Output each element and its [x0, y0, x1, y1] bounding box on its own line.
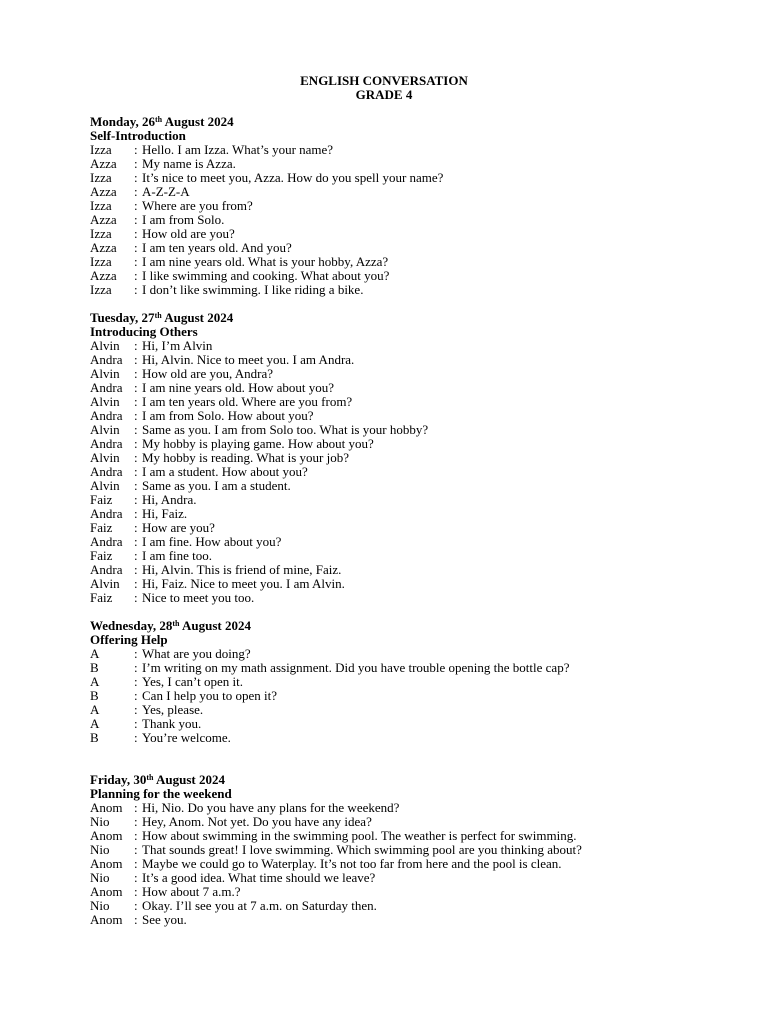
- utterance-text: Hi, I’m Alvin: [142, 338, 213, 353]
- speaker-separator: :: [134, 674, 138, 689]
- speaker-name: Andra: [90, 562, 123, 577]
- speaker-separator: :: [134, 870, 138, 885]
- utterance-text: I am ten years old. And you?: [142, 240, 292, 255]
- date-month-year: August 2024: [153, 772, 225, 787]
- utterance-text: Hi, Faiz. Nice to meet you. I am Alvin.: [142, 576, 345, 591]
- utterance-text: I am fine. How about you?: [142, 534, 282, 549]
- utterance-text: I am from Solo.: [142, 212, 225, 227]
- dialogue-line: [90, 227, 730, 241]
- dialogue-line: [90, 829, 730, 843]
- utterance-text: It’s a good idea. What time should we leave?: [142, 870, 376, 885]
- speaker-separator: :: [134, 436, 138, 451]
- speaker-separator: :: [134, 548, 138, 563]
- dialogue-line: [90, 409, 730, 423]
- dialogue-line: [90, 703, 730, 717]
- speaker-name: Azza: [90, 156, 117, 171]
- date-ordinal: th: [146, 773, 154, 782]
- speaker-separator: :: [134, 478, 138, 493]
- speaker-name: Izza: [90, 198, 112, 213]
- speaker-name: Nio: [90, 814, 110, 829]
- utterance-text: See you.: [142, 912, 187, 927]
- speaker-name: Faiz: [90, 548, 113, 563]
- dialogue-line: [90, 801, 730, 815]
- utterance-text: Hi, Nio. Do you have any plans for the weekend?: [142, 800, 400, 815]
- utterance-text: I am ten years old. Where are you from?: [142, 394, 353, 409]
- speaker-name: Alvin: [90, 576, 120, 591]
- speaker-name: Andra: [90, 506, 123, 521]
- utterance-text: How are you?: [142, 520, 215, 535]
- utterance-text: Same as you. I am a student.: [142, 478, 291, 493]
- utterance-text: How old are you?: [142, 226, 235, 241]
- speaker-name: Izza: [90, 226, 112, 241]
- utterance-text: Hi, Andra.: [142, 492, 197, 507]
- dialogue-line: [90, 479, 730, 493]
- speaker-name: Azza: [90, 184, 117, 199]
- utterance-text: Maybe we could go to Waterplay. It’s not too far from here and the pool is clean.: [142, 856, 562, 871]
- speaker-name: Azza: [90, 268, 117, 283]
- utterance-text: I am fine too.: [142, 548, 213, 563]
- speaker-name: Alvin: [90, 450, 120, 465]
- speaker-name: Nio: [90, 898, 110, 913]
- utterance-text: A-Z-Z-A: [142, 184, 190, 199]
- utterance-text: Hi, Alvin. This is friend of mine, Faiz.: [142, 562, 342, 577]
- dialogue-line: [90, 507, 730, 521]
- speaker-name: Alvin: [90, 394, 120, 409]
- speaker-name: Azza: [90, 240, 117, 255]
- speaker-separator: :: [134, 282, 138, 297]
- dialogue-line: [90, 843, 730, 857]
- dialogue-line: [90, 871, 730, 885]
- utterance-text: You’re welcome.: [142, 730, 231, 745]
- date-weekday-day: Monday, 26: [90, 114, 156, 129]
- speaker-separator: :: [134, 646, 138, 661]
- utterance-text: How about 7 a.m.?: [142, 884, 241, 899]
- speaker-separator: :: [134, 226, 138, 241]
- utterance-text: I am from Solo. How about you?: [142, 408, 314, 423]
- speaker-separator: :: [134, 520, 138, 535]
- speaker-separator: :: [134, 688, 138, 703]
- speaker-name: A: [90, 702, 100, 717]
- utterance-text: I am a student. How about you?: [142, 464, 308, 479]
- utterance-text: Hi, Faiz.: [142, 506, 188, 521]
- speaker-separator: :: [134, 380, 138, 395]
- dialogue-line: [90, 465, 730, 479]
- utterance-text: Thank you.: [142, 716, 202, 731]
- speaker-name: Faiz: [90, 590, 113, 605]
- speaker-separator: :: [134, 590, 138, 605]
- speaker-name: Andra: [90, 534, 123, 549]
- dialogue-line: [90, 171, 730, 185]
- speaker-name: A: [90, 646, 100, 661]
- date-ordinal: th: [155, 115, 163, 124]
- dialogue-line: [90, 661, 730, 675]
- speaker-name: Izza: [90, 142, 112, 157]
- dialogue-line: [90, 451, 730, 465]
- section-date: [90, 619, 730, 633]
- speaker-separator: :: [134, 912, 138, 927]
- speaker-name: A: [90, 716, 100, 731]
- speaker-separator: :: [134, 730, 138, 745]
- speaker-name: Alvin: [90, 338, 120, 353]
- date-month-year: August 2024: [161, 310, 234, 325]
- dialogue-line: [90, 353, 730, 367]
- speaker-name: Anom: [90, 912, 123, 927]
- dialogue-line: [90, 493, 730, 507]
- speaker-separator: :: [134, 716, 138, 731]
- dialogue-line: [90, 241, 730, 255]
- utterance-text: Can I help you to open it?: [142, 688, 278, 703]
- speaker-name: Andra: [90, 436, 123, 451]
- speaker-separator: :: [134, 170, 138, 185]
- conversation-section: [90, 115, 730, 297]
- utterance-text: I’m writing on my math assignment. Did you have trouble opening the bottle cap?: [142, 660, 570, 675]
- speaker-separator: :: [134, 492, 138, 507]
- speaker-separator: :: [134, 184, 138, 199]
- date-weekday-day: Wednesday, 28: [90, 618, 173, 633]
- speaker-separator: :: [134, 254, 138, 269]
- speaker-name: Alvin: [90, 478, 120, 493]
- speaker-separator: :: [134, 464, 138, 479]
- speaker-name: Nio: [90, 842, 110, 857]
- speaker-name: B: [90, 730, 99, 745]
- speaker-separator: :: [134, 352, 138, 367]
- utterance-text: Yes, please.: [142, 702, 204, 717]
- document-grade: GRADE 4: [355, 87, 413, 102]
- speaker-separator: :: [134, 338, 138, 353]
- dialogue-line: [90, 269, 730, 283]
- dialogue-line: [90, 857, 730, 871]
- date-weekday-day: Friday, 30: [90, 772, 147, 787]
- dialogue-line: [90, 647, 730, 661]
- speaker-separator: :: [134, 142, 138, 157]
- date-weekday-day: Tuesday, 27: [90, 310, 155, 325]
- dialogue-line: [90, 199, 730, 213]
- speaker-separator: :: [134, 268, 138, 283]
- date-month-year: August 2024: [162, 114, 234, 129]
- speaker-separator: :: [134, 534, 138, 549]
- utterance-text: My hobby is reading. What is your job?: [142, 450, 350, 465]
- speaker-name: Azza: [90, 212, 117, 227]
- dialogue-line: [90, 395, 730, 409]
- utterance-text: Okay. I’ll see you at 7 a.m. on Saturday then.: [142, 898, 377, 913]
- speaker-name: Andra: [90, 464, 123, 479]
- utterance-text: I am nine years old. How about you?: [142, 380, 335, 395]
- speaker-name: Izza: [90, 170, 112, 185]
- speaker-separator: :: [134, 450, 138, 465]
- date-ordinal: th: [172, 619, 180, 628]
- section-topic: Offering Help: [90, 632, 168, 647]
- dialogue-line: [90, 815, 730, 829]
- speaker-name: Anom: [90, 884, 123, 899]
- dialogue-line: [90, 675, 730, 689]
- utterance-text: How about swimming in the swimming pool. The weather is perfect for swimming.: [142, 828, 577, 843]
- speaker-name: Anom: [90, 856, 123, 871]
- speaker-name: Andra: [90, 380, 123, 395]
- speaker-separator: :: [134, 394, 138, 409]
- date-ordinal: th: [154, 311, 162, 320]
- dialogue-line: [90, 283, 730, 297]
- dialogue-line: [90, 899, 730, 913]
- speaker-separator: :: [134, 240, 138, 255]
- utterance-text: How old are you, Andra?: [142, 366, 274, 381]
- section-topic: Self-Introduction: [90, 128, 186, 143]
- utterance-text: I like swimming and cooking. What about you?: [142, 268, 390, 283]
- dialogue-line: [90, 885, 730, 899]
- speaker-separator: :: [134, 506, 138, 521]
- speaker-name: Nio: [90, 870, 110, 885]
- speaker-name: Alvin: [90, 366, 120, 381]
- dialogue-line: [90, 339, 730, 353]
- section-topic: Introducing Others: [90, 324, 198, 339]
- utterance-text: Nice to meet you too.: [142, 590, 255, 605]
- utterance-text: My hobby is playing game. How about you?: [142, 436, 374, 451]
- dialogue-line: [90, 731, 730, 745]
- speaker-separator: :: [134, 660, 138, 675]
- speaker-separator: :: [134, 898, 138, 913]
- section-date: [90, 311, 730, 325]
- speaker-separator: :: [134, 408, 138, 423]
- document-title: ENGLISH CONVERSATION: [300, 73, 468, 88]
- date-month-year: August 2024: [179, 618, 252, 633]
- speaker-separator: :: [134, 800, 138, 815]
- dialogue-line: [90, 213, 730, 227]
- utterance-text: Yes, I can’t open it.: [142, 674, 243, 689]
- speaker-separator: :: [134, 884, 138, 899]
- speaker-name: A: [90, 674, 100, 689]
- dialogue-line: [90, 521, 730, 535]
- speaker-name: B: [90, 660, 99, 675]
- speaker-name: Andra: [90, 408, 123, 423]
- dialogue-line: [90, 381, 730, 395]
- conversation-section: [90, 773, 730, 927]
- speaker-separator: :: [134, 576, 138, 591]
- dialogue-line: [90, 591, 730, 605]
- utterance-text: What are you doing?: [142, 646, 251, 661]
- utterance-text: That sounds great! I love swimming. Which swimming pool are you thinking about?: [142, 842, 582, 857]
- utterance-text: Hi, Alvin. Nice to meet you. I am Andra.: [142, 352, 355, 367]
- conversation-list: [90, 115, 730, 927]
- dialogue-line: [90, 437, 730, 451]
- dialogue-line: [90, 143, 730, 157]
- speaker-separator: :: [134, 814, 138, 829]
- dialogue-line: [90, 563, 730, 577]
- utterance-text: I don’t like swimming. I like riding a bike.: [142, 282, 364, 297]
- speaker-separator: :: [134, 842, 138, 857]
- speaker-name: B: [90, 688, 99, 703]
- speaker-name: Izza: [90, 254, 112, 269]
- dialogue-line: [90, 577, 730, 591]
- speaker-name: Alvin: [90, 422, 120, 437]
- section-date: [90, 115, 730, 129]
- dialogue-line: [90, 255, 730, 269]
- dialogue-line: [90, 367, 730, 381]
- dialogue-line: [90, 185, 730, 199]
- section-date: [90, 773, 730, 787]
- dialogue-line: [90, 423, 730, 437]
- utterance-text: I am nine years old. What is your hobby, Azza?: [142, 254, 389, 269]
- conversation-section: [90, 311, 730, 605]
- speaker-separator: :: [134, 366, 138, 381]
- section-topic: Planning for the weekend: [90, 786, 232, 801]
- utterance-text: It’s nice to meet you, Azza. How do you spell your name?: [142, 170, 444, 185]
- conversation-section: [90, 619, 730, 745]
- utterance-text: My name is Azza.: [142, 156, 236, 171]
- dialogue-line: [90, 717, 730, 731]
- speaker-name: Andra: [90, 352, 123, 367]
- speaker-separator: :: [134, 212, 138, 227]
- speaker-separator: :: [134, 198, 138, 213]
- speaker-name: Faiz: [90, 492, 113, 507]
- speaker-separator: :: [134, 422, 138, 437]
- dialogue-line: [90, 535, 730, 549]
- utterance-text: Hello. I am Izza. What’s your name?: [142, 142, 334, 157]
- speaker-name: Anom: [90, 828, 123, 843]
- utterance-text: Where are you from?: [142, 198, 253, 213]
- speaker-name: Izza: [90, 282, 112, 297]
- dialogue-line: [90, 549, 730, 563]
- dialogue-line: [90, 689, 730, 703]
- speaker-separator: :: [134, 856, 138, 871]
- utterance-text: Hey, Anom. Not yet. Do you have any idea?: [142, 814, 372, 829]
- speaker-separator: :: [134, 702, 138, 717]
- utterance-text: Same as you. I am from Solo too. What is your hobby?: [142, 422, 429, 437]
- dialogue-line: [90, 913, 730, 927]
- dialogue-line: [90, 157, 730, 171]
- speaker-separator: :: [134, 828, 138, 843]
- speaker-separator: :: [134, 562, 138, 577]
- speaker-separator: :: [134, 156, 138, 171]
- speaker-name: Anom: [90, 800, 123, 815]
- speaker-name: Faiz: [90, 520, 113, 535]
